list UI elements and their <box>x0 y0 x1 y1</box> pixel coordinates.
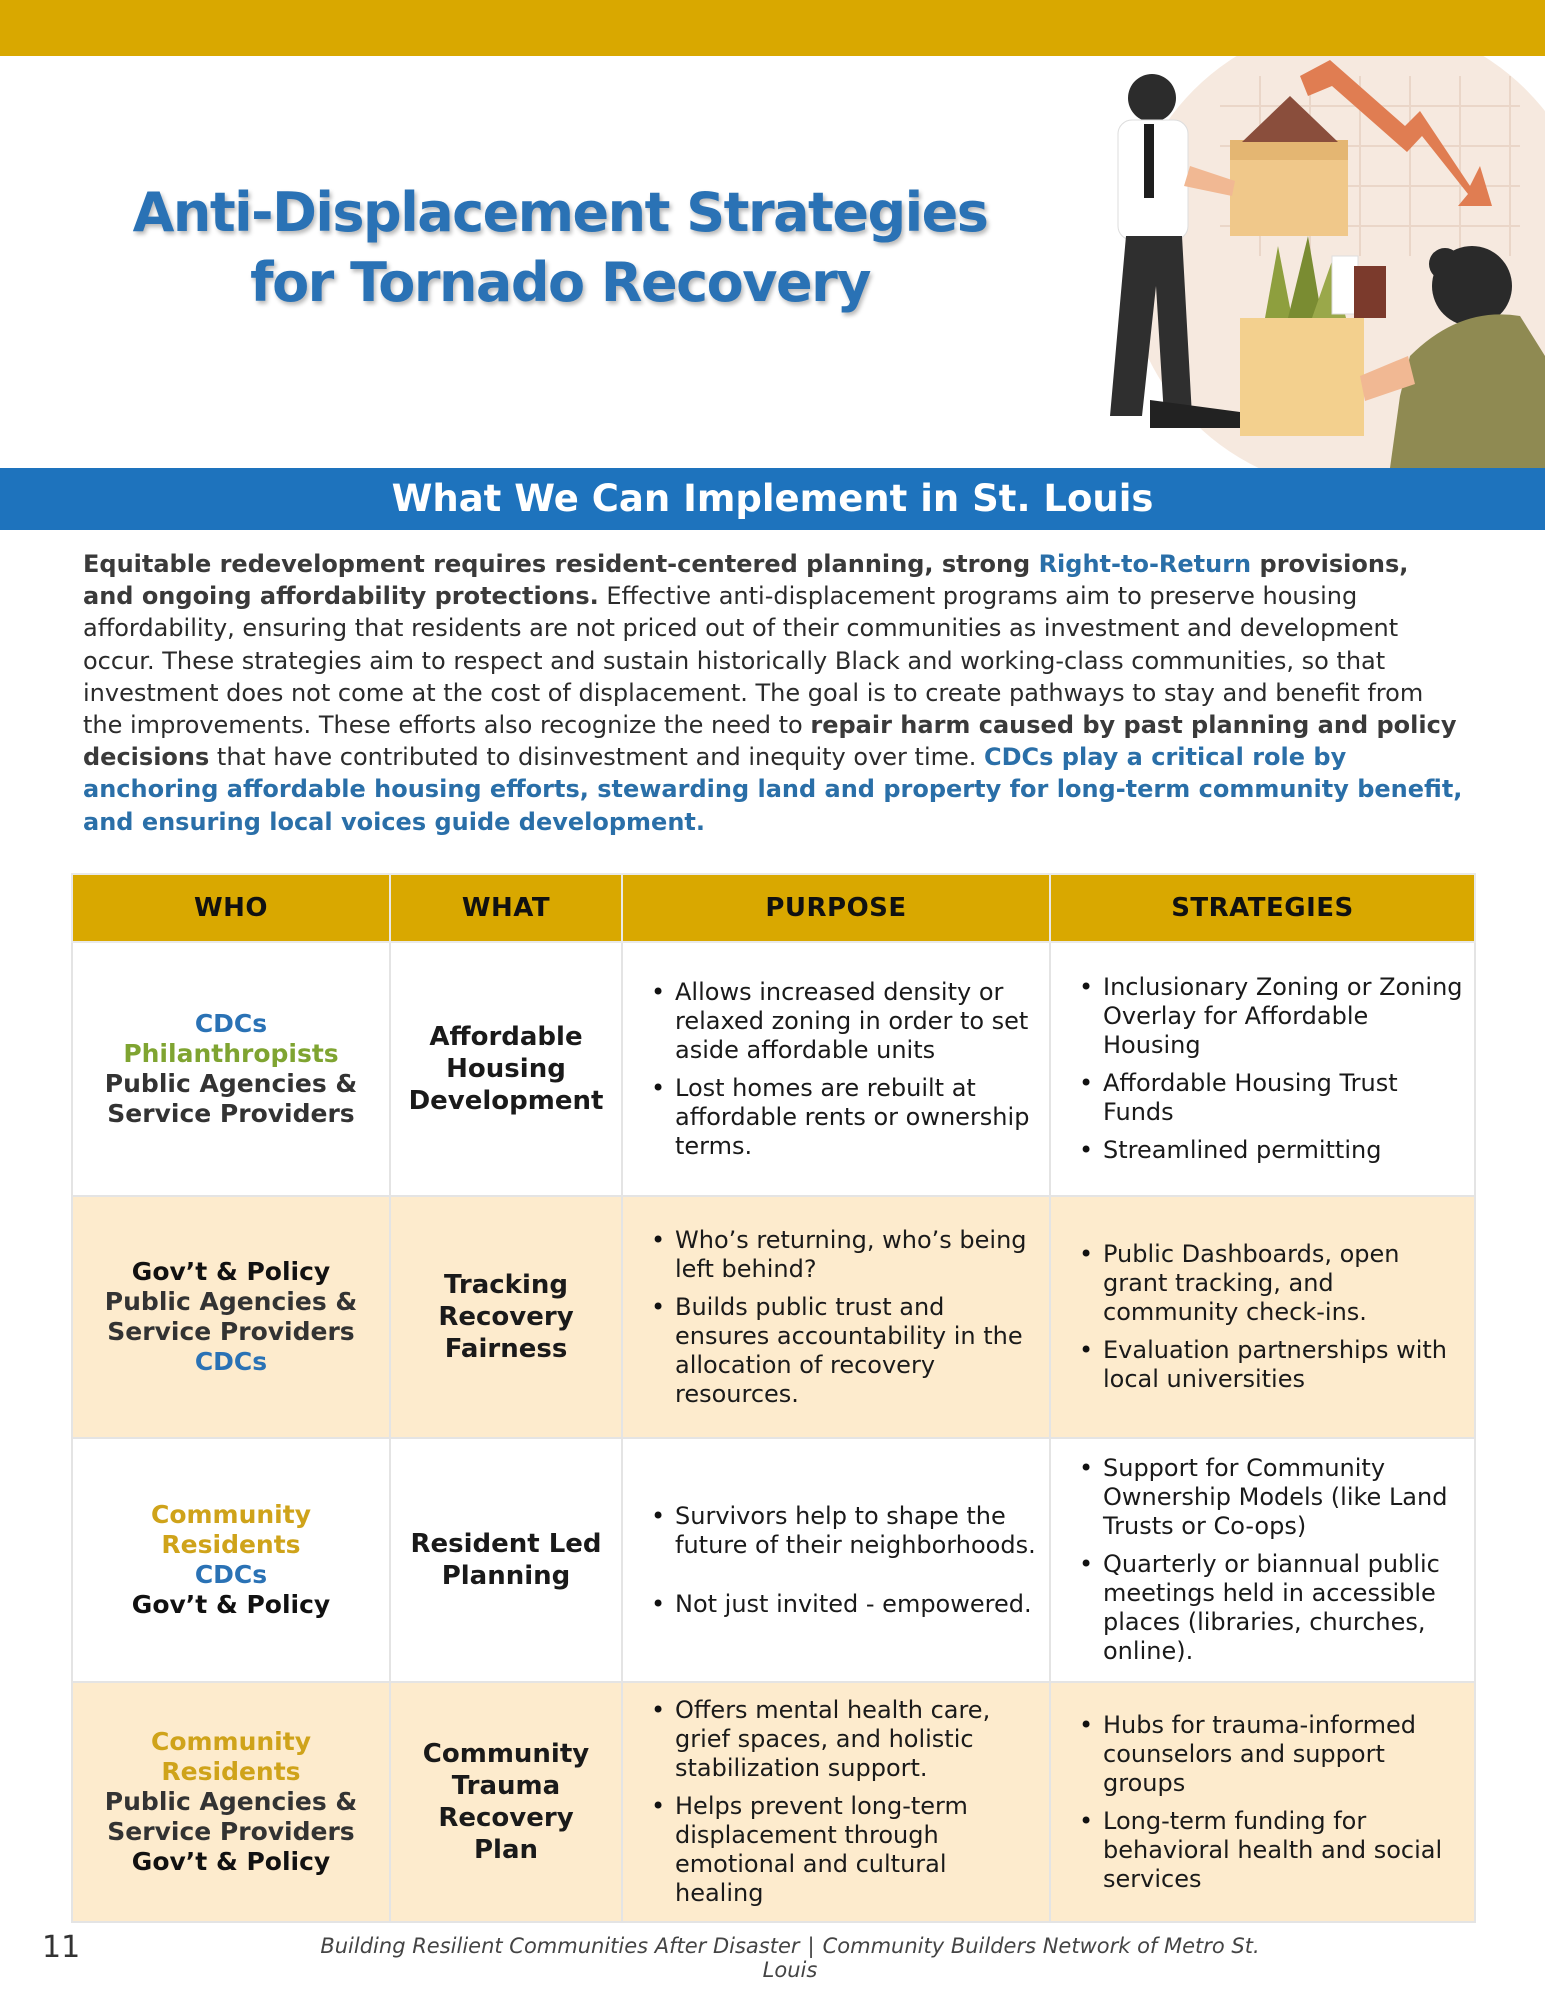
what-line: Recovery <box>438 1302 574 1332</box>
who-entry: Residents <box>161 1530 301 1559</box>
who-entry: Public Agencies & <box>104 1069 358 1098</box>
who-entry: Gov’t & Policy <box>131 1847 331 1876</box>
intro-bold-2: provisions, and ongoing affordability protections. <box>83 550 1409 611</box>
who-cell <box>72 1438 390 1682</box>
who-cell <box>72 1196 390 1438</box>
purpose-bullet: • Helps prevent long-term displacement through emotional and cultural healing <box>647 1792 1039 1908</box>
page-title <box>100 178 1020 318</box>
what-line: Fairness <box>444 1334 568 1364</box>
who-entry: Philanthropists <box>123 1039 339 1068</box>
who-entry: Gov’t & Policy <box>131 1257 331 1286</box>
footer-separator: | <box>807 1934 815 1958</box>
purpose-bullet: • Allows increased density or relaxed zoning in order to set aside affordable units <box>647 978 1039 1065</box>
who-entry: Service Providers <box>107 1817 355 1846</box>
purpose-bullet: • Builds public trust and ensures accountability in the allocation of recovery resources. <box>647 1293 1039 1409</box>
table-row <box>72 1196 1475 1438</box>
strategies-cell <box>1050 1682 1475 1922</box>
strategy-bullet: • Inclusionary Zoning or Zoning Overlay for Affordable Housing <box>1075 973 1464 1060</box>
who-cell <box>72 942 390 1196</box>
intro-text-1: Effective anti-displacement programs aim to preserve housing affordability, ensuring that residents are not priced out of their communities as investment and development occur. These strategies aim to respect and sustain historically Black and working-class communities, so that investment does not come at the cost of displacement. The goal is to create pathways to stay and benefit from the improvements. These efforts also recognize the need to <box>83 582 1424 740</box>
table-header-row <box>72 874 1475 942</box>
strategy-table <box>71 873 1476 1923</box>
intro-cdc-role: CDCs play a critical role by anchoring affordable housing efforts, stewarding land and property for long-term community benefit, and ensuring local voices guide development. <box>83 743 1463 836</box>
strategy-bullet: • Evaluation partnerships with local universities <box>1075 1336 1464 1394</box>
what-line: Planning <box>441 1561 571 1591</box>
who-cell <box>72 1682 390 1922</box>
table-row <box>72 1438 1475 1682</box>
what-cell <box>390 942 622 1196</box>
what-line: Recovery <box>438 1803 574 1833</box>
header-who: WHO <box>72 874 390 942</box>
who-entry: Service Providers <box>107 1317 355 1346</box>
what-line: Community <box>422 1739 590 1769</box>
who-entry: CDCs <box>194 1347 268 1376</box>
what-cell <box>390 1196 622 1438</box>
intro-bold-1: Equitable redevelopment requires resident-centered planning, strong <box>83 550 1039 578</box>
purpose-bullet: • Survivors help to shape the future of their neighborhoods. <box>647 1502 1039 1560</box>
strategies-cell <box>1050 942 1475 1196</box>
top-accent-band <box>0 0 1545 56</box>
what-line: Housing <box>446 1054 566 1084</box>
strategy-bullet: • Quarterly or biannual public meetings held in accessible places (libraries, churches, online). <box>1075 1550 1464 1666</box>
what-cell <box>390 1682 622 1922</box>
who-entry: Gov’t & Policy <box>131 1590 331 1619</box>
table-row <box>72 1682 1475 1922</box>
strategy-bullet: • Hubs for trauma-informed counselors and support groups <box>1075 1711 1464 1798</box>
strategies-cell <box>1050 1438 1475 1682</box>
who-entry: Public Agencies & <box>104 1287 358 1316</box>
footer-left-text: Building Resilient Communities After Disaster <box>320 1934 800 1958</box>
illustration-people-moving-boxes <box>1060 56 1545 468</box>
page-footer <box>300 1934 1280 1982</box>
purpose-cell <box>622 1196 1050 1438</box>
page-title-line1: Anti-Displacement Strategies <box>132 181 988 244</box>
who-entry: Service Providers <box>107 1099 355 1128</box>
footer-right-text: Community Builders Network of Metro St. Louis <box>762 1934 1260 1982</box>
what-line: Affordable <box>429 1022 583 1052</box>
what-line: Tracking <box>444 1270 568 1300</box>
strategy-bullet: • Affordable Housing Trust Funds <box>1075 1069 1464 1127</box>
who-entry: Community <box>150 1500 312 1529</box>
who-entry: Community <box>150 1727 312 1756</box>
who-entry: CDCs <box>194 1009 268 1038</box>
strategy-bullet: • Public Dashboards, open grant tracking, and community check-ins. <box>1075 1240 1464 1327</box>
strategies-cell <box>1050 1196 1475 1438</box>
intro-bold-3: repair harm caused by past planning and policy decisions <box>83 711 1457 772</box>
strategy-bullet: • Support for Community Ownership Models (like Land Trusts or Co-ops) <box>1075 1454 1464 1541</box>
strategy-bullet: • Long-term funding for behavioral health and social services <box>1075 1807 1464 1894</box>
what-cell <box>390 1438 622 1682</box>
who-entry: Public Agencies & <box>104 1787 358 1816</box>
header-purpose: PURPOSE <box>622 874 1050 942</box>
header-what: WHAT <box>390 874 622 942</box>
intro-text-2: that have contributed to disinvestment and inequity over time. <box>209 743 985 772</box>
purpose-cell <box>622 1438 1050 1682</box>
purpose-bullet: • Not just invited - empowered. <box>647 1590 1039 1619</box>
purpose-bullet: • Offers mental health care, grief spaces, and holistic stabilization support. <box>647 1696 1039 1783</box>
purpose-cell <box>622 1682 1050 1922</box>
what-line: Resident Led <box>410 1529 602 1559</box>
table-row <box>72 942 1475 1196</box>
purpose-bullet: • Lost homes are rebuilt at affordable rents or ownership terms. <box>647 1074 1039 1161</box>
purpose-bullet: • Who’s returning, who’s being left behind? <box>647 1226 1039 1284</box>
intro-right-to-return: Right-to-Return <box>1038 550 1252 578</box>
header-strategies: STRATEGIES <box>1050 874 1475 942</box>
what-line: Trauma <box>451 1771 561 1801</box>
who-entry: Residents <box>161 1757 301 1786</box>
section-banner: What We Can Implement in St. Louis <box>0 468 1545 530</box>
strategy-bullet: • Streamlined permitting <box>1075 1136 1464 1165</box>
page-title-line2: for Tornado Recovery <box>250 251 870 314</box>
intro-paragraph <box>83 548 1463 838</box>
who-entry: CDCs <box>194 1560 268 1589</box>
what-line: Development <box>408 1086 604 1116</box>
page-number: 11 <box>42 1930 81 1965</box>
purpose-cell <box>622 942 1050 1196</box>
what-line: Plan <box>473 1835 539 1865</box>
